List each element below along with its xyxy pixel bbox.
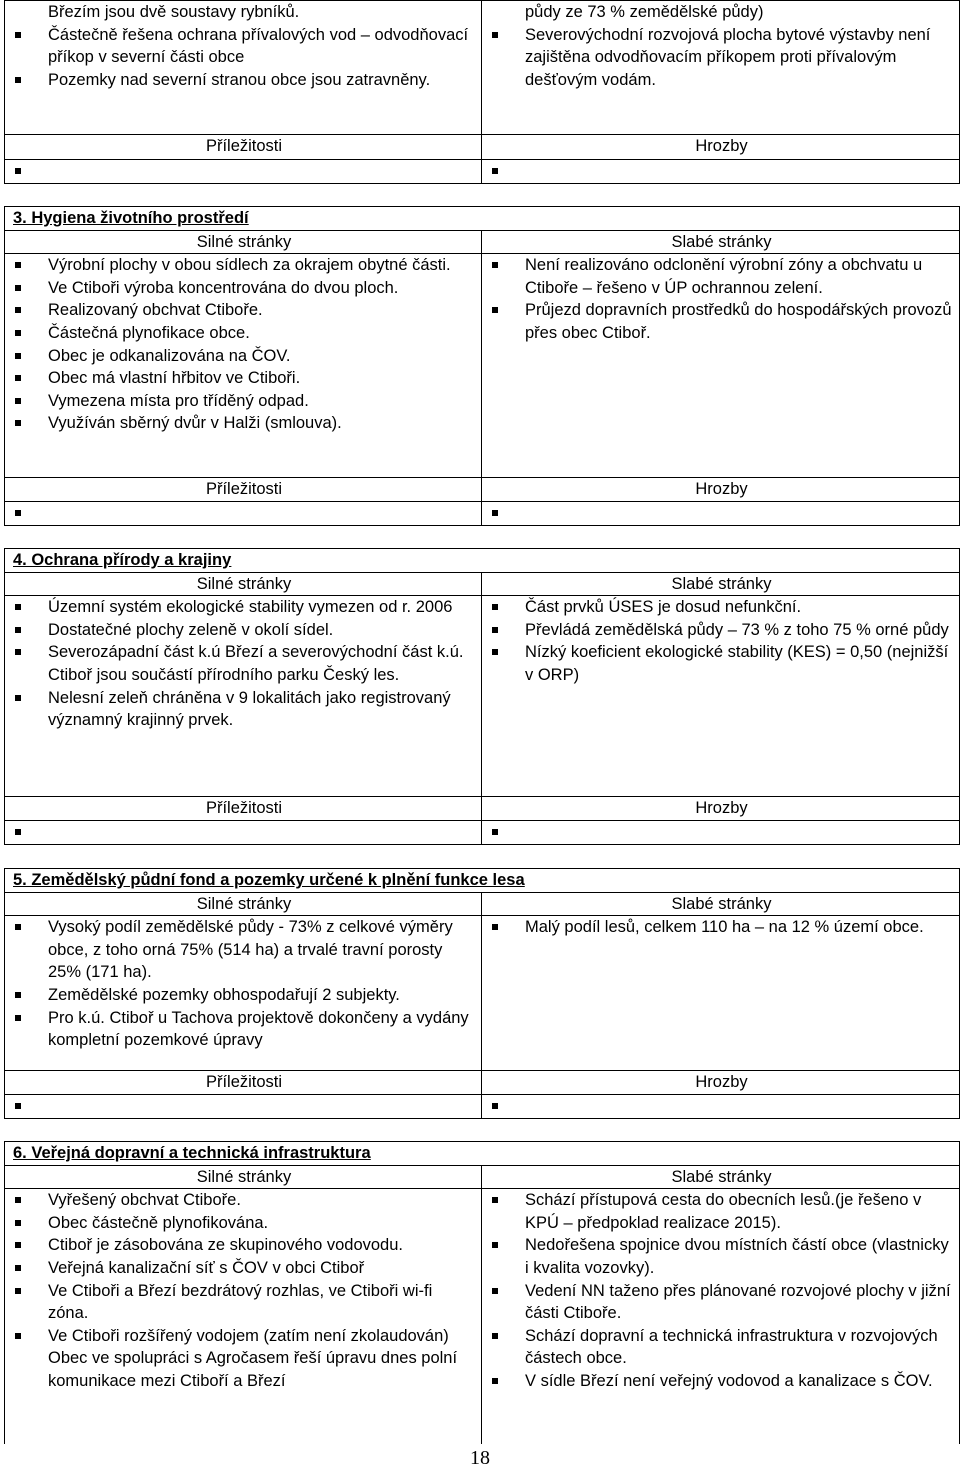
list-item: Výrobní plochy v obou sídlech za okrajem obytné části. bbox=[13, 254, 475, 277]
list-item: Částečně řešena ochrana přívalových vod – odvodňovací příkop v severní části obce bbox=[13, 24, 475, 69]
list-item: Není realizováno odclonění výrobní zóny a obchvatu u Ctiboře – řešeno v ÚP ochrannou zelení. bbox=[490, 254, 953, 299]
empty-bullet bbox=[490, 502, 953, 525]
weaknesses-list bbox=[490, 1, 953, 91]
list-item: Ve Ctiboři a Březí bezdrátový rozhlas, ve Ctiboři wi-fi zóna. bbox=[13, 1280, 475, 1325]
section-title: 3. Hygiena životního prostředí bbox=[5, 207, 960, 231]
list-item: Vysoký podíl zemědělské půdy - 73% z celkové výměry obce, z toho orná 75% (514 ha) a trvalé travní porosty 25% (171 ha). bbox=[13, 916, 475, 984]
list-item: Dostatečné plochy zeleně v okolí sídel. bbox=[13, 619, 475, 642]
weaknesses-cell bbox=[482, 1189, 960, 1444]
list-item: Pro k.ú. Ctiboř u Tachova projektově dokončeny a vydány kompletní pozemkové úpravy bbox=[13, 1007, 475, 1052]
list-item: Schází přístupová cesta do obecních lesů.(je řešeno v KPÚ – předpoklad realizace 2015). bbox=[490, 1189, 953, 1234]
list-item: Ve Ctiboři rozšířený vodojem (zatím není zkolaudován) bbox=[13, 1325, 475, 1348]
threats-header: Hrozby bbox=[482, 797, 960, 821]
strengths-list bbox=[13, 596, 475, 732]
threats-cell bbox=[482, 160, 960, 184]
list-item: Převládá zemědělská půdy – 73 % z toho 75 % orné půdy bbox=[490, 619, 953, 642]
strengths-cell bbox=[5, 1189, 482, 1444]
section-title: 4. Ochrana přírody a krajiny bbox=[5, 549, 960, 573]
strengths-cell bbox=[5, 916, 482, 1071]
empty-bullet bbox=[13, 502, 475, 525]
weaknesses-cell bbox=[482, 1, 960, 135]
threats-cell bbox=[482, 1095, 960, 1119]
page-number: 18 bbox=[470, 1447, 490, 1469]
list-item: Vymezena místa pro tříděný odpad. bbox=[13, 390, 475, 413]
strengths-list bbox=[13, 1, 475, 91]
list-item: půdy ze 73 % zemědělské půdy) bbox=[525, 3, 764, 21]
strengths-cell bbox=[5, 596, 482, 797]
list-item: V sídle Březí není veřejný vodovod a kanalizace s ČOV. bbox=[490, 1370, 953, 1393]
list-item: Nízký koeficient ekologické stability (KES) = 0,50 (nejnižší v ORP) bbox=[490, 641, 953, 686]
list-item: Územní systém ekologické stability vymezen od r. 2006 bbox=[13, 596, 475, 619]
empty-bullet bbox=[490, 1095, 953, 1118]
strengths-header: Silné stránky bbox=[5, 892, 482, 916]
swot-table-continued bbox=[4, 0, 960, 184]
opportunities-header: Příležitosti bbox=[5, 135, 482, 160]
list-item: Malý podíl lesů, celkem 110 ha – na 12 % území obce. bbox=[490, 916, 953, 939]
list-item: Realizovaný obchvat Ctiboře. bbox=[13, 299, 475, 322]
empty-bullet bbox=[13, 160, 475, 183]
swot-table-section-3 bbox=[4, 206, 960, 526]
empty-bullet bbox=[13, 821, 475, 844]
weaknesses-header: Slabé stránky bbox=[482, 1165, 960, 1189]
threats-cell bbox=[482, 821, 960, 845]
list-item: Průjezd dopravních prostředků do hospodářských provozů přes obec Ctiboř. bbox=[490, 299, 953, 344]
weaknesses-list bbox=[490, 596, 953, 686]
empty-bullet bbox=[490, 160, 953, 183]
list-item: Využíván sběrný dvůr v Halži (smlouva). bbox=[13, 412, 475, 435]
strengths-header: Silné stránky bbox=[5, 1165, 482, 1189]
opportunities-header: Příležitosti bbox=[5, 797, 482, 821]
list-item: Obec má vlastní hřbitov ve Ctiboři. bbox=[13, 367, 475, 390]
weaknesses-cell bbox=[482, 254, 960, 478]
opportunities-header: Příležitosti bbox=[5, 478, 482, 502]
list-item: Obec částečně plynofikována. bbox=[13, 1212, 475, 1235]
list-item: Severozápadní část k.ú Březí a severovýchodní část k.ú. Ctiboř jsou součástí přírodního parku Český les. bbox=[13, 641, 475, 686]
weaknesses-list bbox=[490, 916, 953, 939]
empty-bullet bbox=[490, 821, 953, 844]
opportunities-cell bbox=[5, 821, 482, 845]
swot-table-section-5 bbox=[4, 868, 960, 1119]
weaknesses-cell bbox=[482, 916, 960, 1071]
strengths-cell bbox=[5, 1, 482, 135]
strengths-header: Silné stránky bbox=[5, 230, 482, 254]
list-item: Schází dopravní a technická infrastruktura v rozvojových částech obce. bbox=[490, 1325, 953, 1370]
section-title: 5. Zemědělský půdní fond a pozemky určené k plnění funkce lesa bbox=[5, 869, 960, 893]
swot-table-section-6 bbox=[4, 1141, 960, 1444]
weaknesses-header: Slabé stránky bbox=[482, 230, 960, 254]
list-item: Částečná plynofikace obce. bbox=[13, 322, 475, 345]
strengths-cell bbox=[5, 254, 482, 478]
list-item: Březím jsou dvě soustavy rybníků. bbox=[48, 3, 300, 21]
list-item: Zemědělské pozemky obhospodařují 2 subjekty. bbox=[13, 984, 475, 1007]
swot-table-section-4 bbox=[4, 548, 960, 845]
list-item: Nedořešena spojnice dvou místních částí obce (vlastnicky i kvalita vozovky). bbox=[490, 1234, 953, 1279]
weaknesses-header: Slabé stránky bbox=[482, 572, 960, 596]
section-title: 6. Veřejná dopravní a technická infrastruktura bbox=[5, 1142, 960, 1166]
threats-cell bbox=[482, 502, 960, 526]
threats-header: Hrozby bbox=[482, 135, 960, 160]
list-item: Vedení NN taženo přes plánované rozvojové plochy v jižní části Ctiboře. bbox=[490, 1280, 953, 1325]
list-item: Severovýchodní rozvojová plocha bytové výstavby není zajištěna odvodňovacím příkopem proti přívalovým dešťovým vodám. bbox=[490, 24, 953, 92]
list-item: Obec je odkanalizována na ČOV. bbox=[13, 345, 475, 368]
opportunities-header: Příležitosti bbox=[5, 1071, 482, 1095]
threats-header: Hrozby bbox=[482, 478, 960, 502]
list-item: Obec ve spolupráci s Agročasem řeší úpravu dnes polní komunikace mezi Ctiboří a Březí bbox=[48, 1349, 458, 1390]
list-item: Veřejná kanalizační síť s ČOV v obci Ctiboř bbox=[13, 1257, 475, 1280]
opportunities-cell bbox=[5, 502, 482, 526]
list-item: Pozemky nad severní stranou obce jsou zatravněny. bbox=[13, 69, 475, 92]
list-item: Vyřešený obchvat Ctiboře. bbox=[13, 1189, 475, 1212]
list-item: Nelesní zeleň chráněna v 9 lokalitách jako registrovaný významný krajinný prvek. bbox=[13, 687, 475, 732]
threats-header: Hrozby bbox=[482, 1071, 960, 1095]
empty-bullet bbox=[13, 1095, 475, 1118]
list-item: Část prvků ÚSES je dosud nefunkční. bbox=[490, 596, 953, 619]
opportunities-cell bbox=[5, 160, 482, 184]
strengths-list bbox=[13, 254, 475, 435]
list-item: Ctiboř je zásobována ze skupinového vodovodu. bbox=[13, 1234, 475, 1257]
strengths-header: Silné stránky bbox=[5, 572, 482, 596]
list-item: Ve Ctiboři výroba koncentrována do dvou ploch. bbox=[13, 277, 475, 300]
weaknesses-header: Slabé stránky bbox=[482, 892, 960, 916]
opportunities-cell bbox=[5, 1095, 482, 1119]
strengths-list bbox=[13, 916, 475, 1052]
strengths-list bbox=[13, 1189, 475, 1392]
weaknesses-list bbox=[490, 254, 953, 344]
weaknesses-cell bbox=[482, 596, 960, 797]
weaknesses-list bbox=[490, 1189, 953, 1392]
